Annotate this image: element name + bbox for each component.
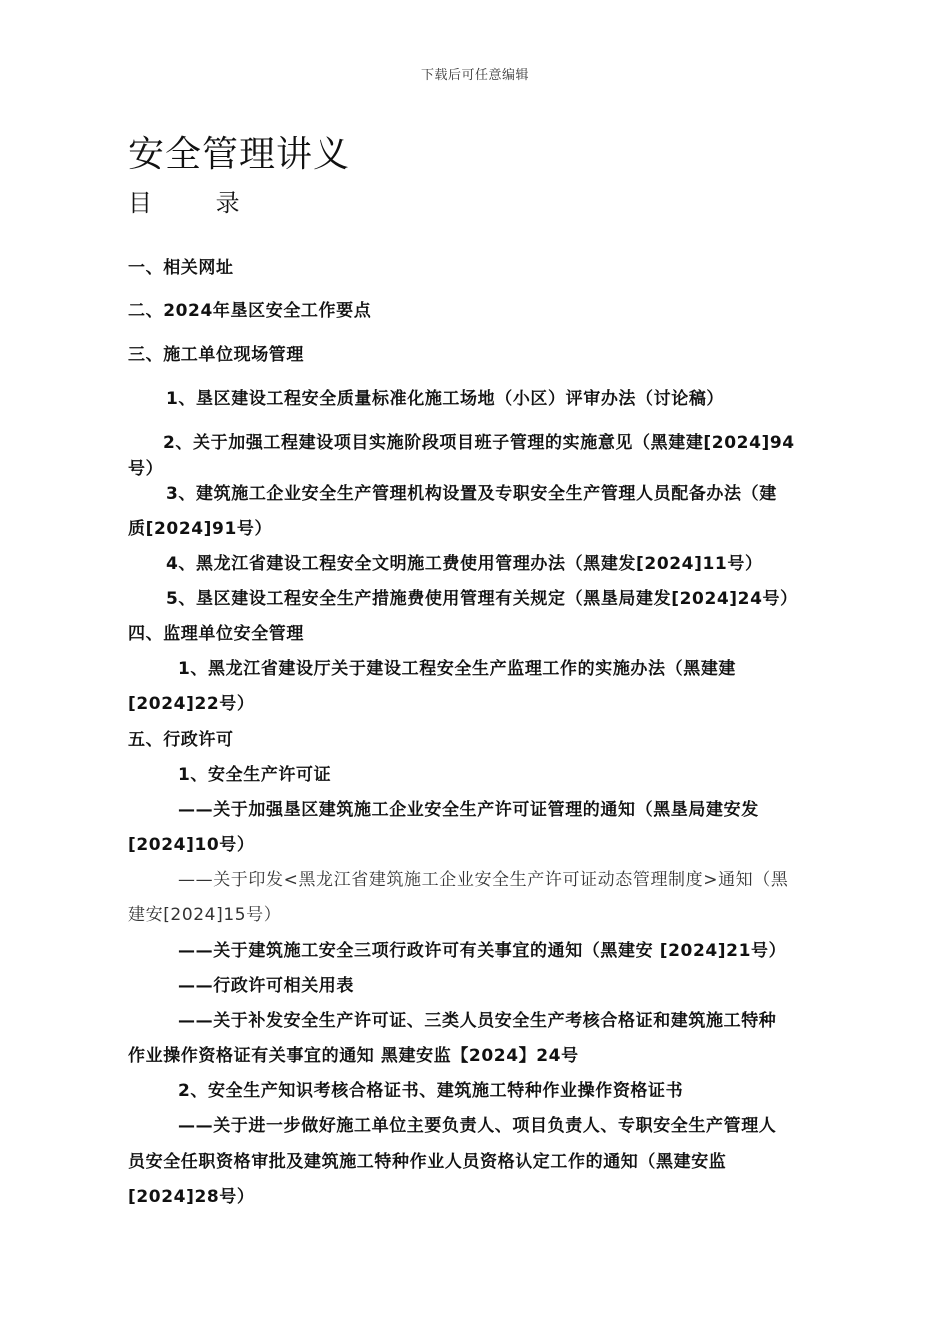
toc-item: 二、2024年垦区安全工作要点 — [128, 301, 372, 321]
toc-item: 1、垦区建设工程安全质量标准化施工场地（小区）评审办法（讨论稿） — [166, 389, 725, 409]
toc-heading: 目 录 — [128, 189, 268, 217]
toc-item: [2024]10号） — [128, 835, 255, 855]
toc-item: 员安全任职资格审批及建筑施工特种作业人员资格认定工作的通知（黑建安监 — [128, 1152, 727, 1172]
toc-item: 3、建筑施工企业安全生产管理机构设置及专职安全生产管理人员配备办法（建 — [166, 484, 777, 504]
toc-item: ——关于印发<黑龙江省建筑施工企业安全生产许可证动态管理制度>通知（黑 — [178, 870, 789, 890]
toc-item: [2024]28号） — [128, 1187, 255, 1207]
toc-item: 三、施工单位现场管理 — [128, 345, 304, 365]
toc-item: 2、安全生产知识考核合格证书、建筑施工特种作业操作资格证书 — [178, 1081, 684, 1101]
toc-item: ——关于补发安全生产许可证、三类人员安全生产考核合格证和建筑施工特种 — [178, 1011, 777, 1031]
toc-item: 质[2024]91号） — [128, 519, 273, 539]
page-header: 下载后可任意编辑 — [420, 68, 529, 83]
toc-item: 五、行政许可 — [128, 730, 234, 750]
toc-item: ——关于进一步做好施工单位主要负责人、项目负责人、专职安全生产管理人 — [178, 1116, 777, 1136]
toc-item: ——行政许可相关用表 — [178, 976, 354, 996]
toc-item: 5、垦区建设工程安全生产措施费使用管理有关规定（黑垦局建发[2024]24号） — [166, 589, 798, 609]
toc-item: 一、相关网址 — [128, 258, 234, 278]
toc-item: 1、黑龙江省建设厅关于建设工程安全生产监理工作的实施办法（黑建建 — [178, 659, 737, 679]
toc-item: 作业操作资格证有关事宜的通知 黑建安监【2024】24号 — [128, 1046, 579, 1066]
toc-item: 四、监理单位安全管理 — [128, 624, 304, 644]
toc-item: 号） — [128, 459, 164, 479]
toc-item: 2、关于加强工程建设项目实施阶段项目班子管理的实施意见（黑建建[2024]94 — [163, 433, 795, 453]
toc-item: 建安[2024]15号） — [128, 905, 282, 925]
toc-item: [2024]22号） — [128, 694, 255, 714]
toc-item: ——关于建筑施工安全三项行政许可有关事宜的通知（黑建安 [2024]21号） — [178, 941, 787, 961]
toc-item: ——关于加强垦区建筑施工企业安全生产许可证管理的通知（黑垦局建安发 — [178, 800, 759, 820]
toc-item: 4、黑龙江省建设工程安全文明施工费使用管理办法（黑建发[2024]11号） — [166, 554, 763, 574]
toc-item: 1、安全生产许可证 — [178, 765, 332, 785]
document-title: 安全管理讲义 — [128, 134, 351, 175]
